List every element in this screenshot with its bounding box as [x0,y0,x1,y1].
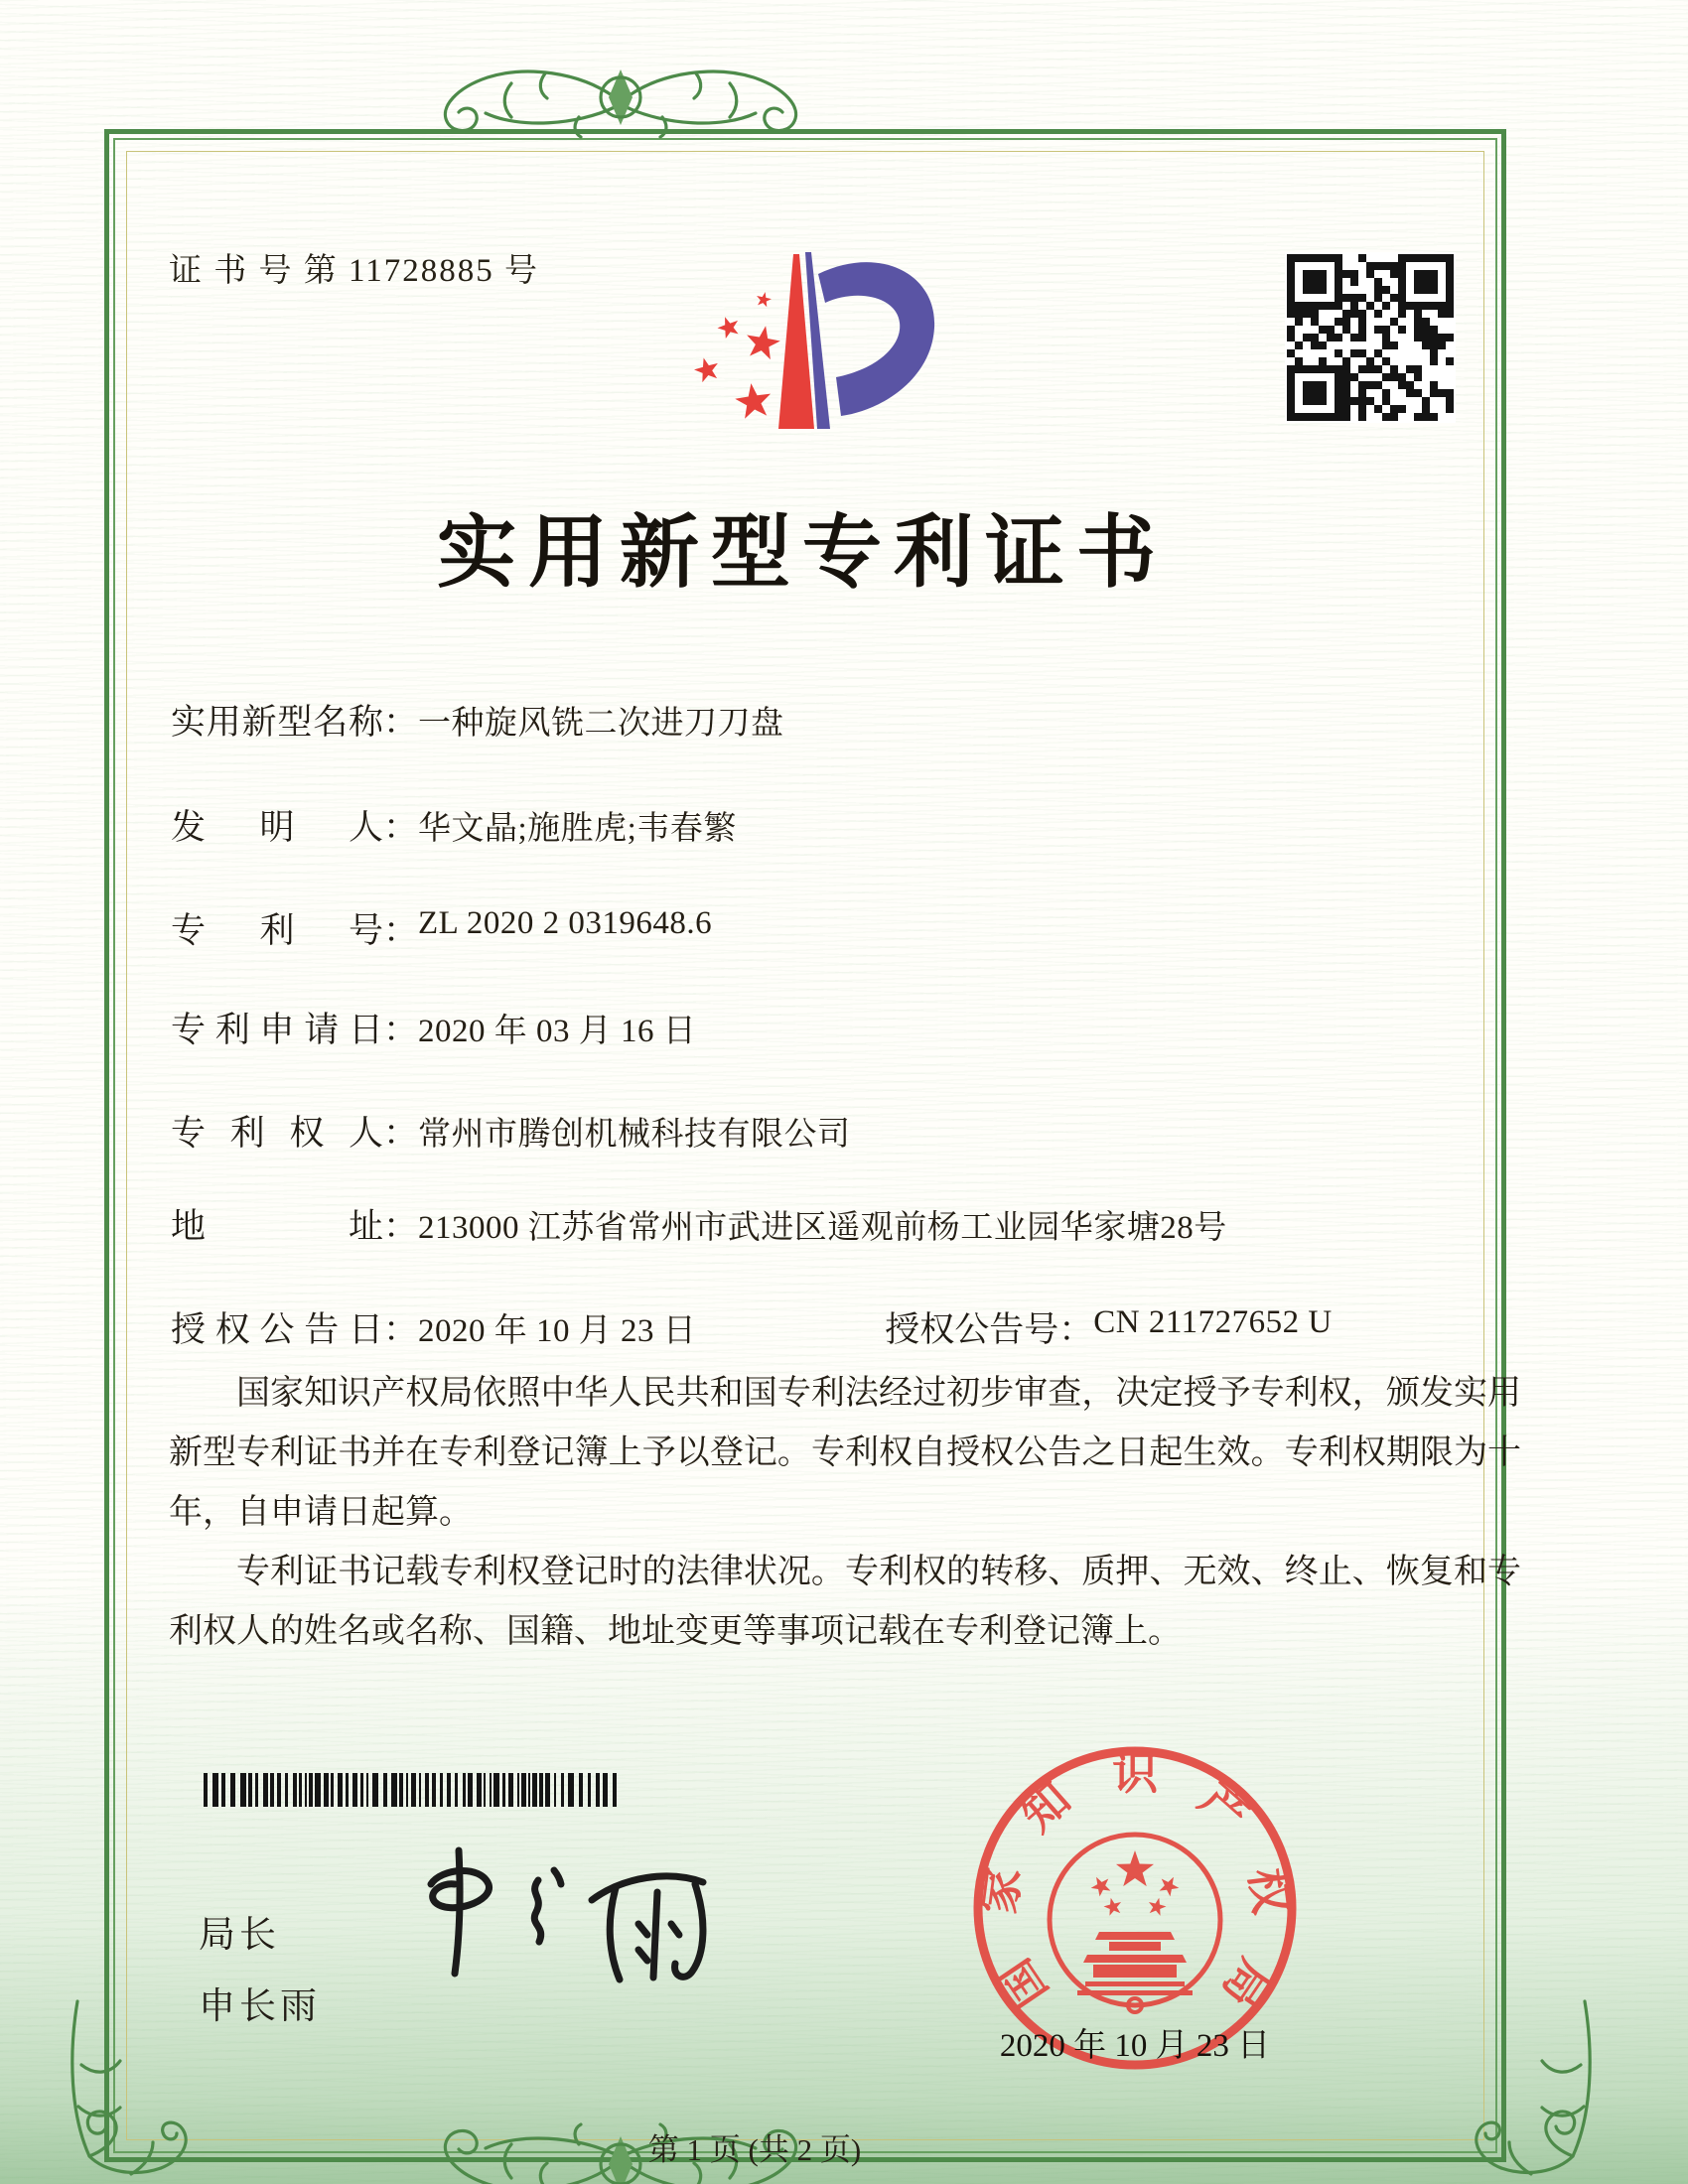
field-row-address [171,1199,1521,1245]
field-row-utility-model-name [171,695,1521,741]
field-label: 地址 [171,1207,383,1246]
bottom-right-corner-flourish [1452,1997,1601,2181]
field-row-inventors [171,800,1521,846]
seal-date: 2020 年 10 月 23 日 [999,2028,1271,2064]
field-colon: ： [383,1011,419,1049]
page-footer: 第 1 页 (共 2 页) [647,2132,862,2167]
field-label: 实用新型名称 [171,703,383,742]
field-colon: ： [383,808,419,847]
barcode [204,1773,621,1807]
field-colon: ： [1058,1310,1094,1349]
field-label: 发明人 [171,808,383,847]
field-colon: ： [383,1310,419,1349]
director-name: 申长雨 [199,1986,321,2027]
grant-date-value: 2020 年 10 月 23 日 [418,1313,697,1349]
field-value: ZL 2020 2 0319648.6 [418,905,713,941]
field-colon: ： [383,1207,419,1246]
field-label: 专利权人 [171,1114,383,1153]
grant-number-label: 授权公告号 [885,1310,1059,1349]
field-value: 一种旋风铣二次进刀刀盘 [418,706,784,742]
field-label: 专利号 [171,911,383,950]
field-value: 华文晶;施胜虎;韦春繁 [418,811,737,847]
legal-paragraph: 专利证书记载专利权登记时的法律状况。专利权的转移、质押、无效、终止、恢复和专利权人的姓名或名称、国籍、地址变更等事项记载在专利登记簿上。 [169,1554,1521,1650]
certificate-title: 实用新型专利证书 [437,505,1168,599]
field-colon: ： [383,1114,419,1153]
qr-code [1285,252,1456,423]
field-row-patent-number [171,903,1521,949]
seal-text: 国家知识产权局 [971,1746,1299,2018]
field-colon: ： [383,911,419,950]
field-colon: ： [383,703,419,742]
grant-number-value: CN 211727652 U [1093,1304,1333,1340]
field-value: 常州市腾创机械科技有限公司 [418,1117,851,1153]
legal-paragraph: 国家知识产权局依照中华人民共和国专利法经过初步审查，决定授予专利权，颁发实用新型专利证书并在专利登记簿上予以登记。专利权自授权公告之日起生效。专利权期限为十年，自申请日起算。 [169,1375,1521,1531]
grant-date-label: 授权公告日 [171,1310,383,1349]
legal-text-block [169,1364,1521,1662]
certificate-number: 证 书 号 第 11728885 号 [169,253,540,289]
field-row-patentee [171,1106,1521,1152]
director-signature [397,1833,725,1986]
field-value: 2020 年 03 月 16 日 [418,1014,697,1049]
field-label: 专利申请日 [171,1011,383,1049]
director-title: 局长 [199,1915,280,1956]
cnipa-patent-logo-icon [643,228,946,455]
field-value: 213000 江苏省常州市武进区遥观前杨工业园华家塘28号 [418,1210,1227,1246]
field-row-grant [171,1302,1521,1348]
top-center-scroll-ornament [394,58,847,141]
field-row-filing-date [171,1003,1521,1048]
